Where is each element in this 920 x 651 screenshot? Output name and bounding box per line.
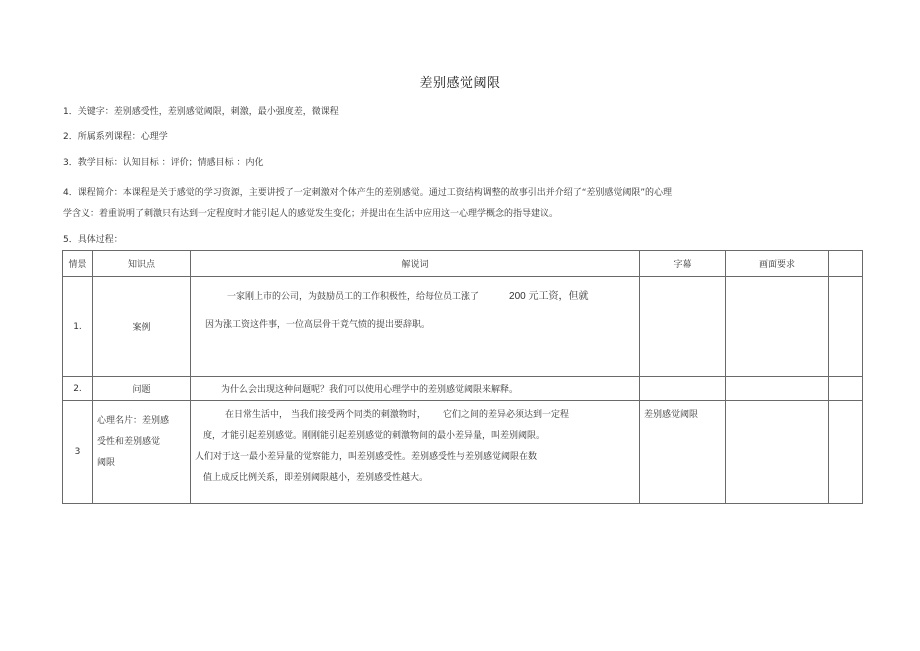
- row3-narration: [191, 401, 640, 504]
- row2-point: 问题: [93, 377, 191, 401]
- row3-point-line: 心理名片：差别感: [97, 416, 170, 426]
- process-table: [62, 250, 863, 504]
- row3-narration-line: 度，才能引起差别感觉。刚刚能引起差别感觉的刺激物间的最小差异量，叫差别阈限。: [203, 431, 546, 441]
- row3-narration-line: 人们对于这一最小差异量的觉察能力，叫差别感受性。差别感受性与差别感觉阈限在数: [195, 452, 538, 462]
- row3-extra: [829, 401, 863, 504]
- document-title: 差别感觉阈限: [419, 76, 501, 91]
- header-subtitle: 字幕: [640, 251, 726, 277]
- row1-point: 案例: [93, 277, 191, 377]
- table-row: [63, 277, 863, 377]
- row2-narration: 为什么会出现这种问题呢？我们可以使用心理学中的差别感觉阈限来解释。: [191, 377, 640, 401]
- row3-visual: [726, 401, 829, 504]
- row1-subtitle: [640, 277, 726, 377]
- goals-line: 3．教学目标：认知目标 ：评价；情感目标 ：内化: [63, 158, 264, 168]
- row2-visual: [726, 377, 829, 401]
- row1-visual: [726, 277, 829, 377]
- row3-narration-line: 在日常生活中， 当我们接受两个同类的刺激物时， 它们之间的差异必须达到一定程: [225, 410, 570, 420]
- process-heading: 5．具体过程：: [63, 235, 123, 245]
- series-line: 2．所属系列课程：心理学: [63, 132, 168, 142]
- header-scene: 情景: [63, 251, 93, 277]
- header-narration: 解说词: [191, 251, 640, 277]
- row2-scene: 2.: [63, 377, 93, 401]
- row1-narration-amount: 200 元工资，但就: [509, 291, 589, 302]
- row2-extra: [829, 377, 863, 401]
- row3-narration-line: 值上成反比例关系，即差别阈限越小，差别感受性越大。: [203, 473, 429, 483]
- keywords-line: 1．关键字：差别感受性，差别感觉阈限，刺激，最小强度差，微课程: [63, 107, 339, 117]
- row3-subtitle: 差别感觉阈限: [640, 401, 726, 504]
- intro-line-1: 4．课程简介：本课程是关于感觉的学习资源，主要讲授了一定刺激对个体产生的差别感觉。通过工资结构调整的故事引出并介绍了“差别感觉阈限”的心理: [63, 188, 673, 198]
- row1-narration: [191, 277, 640, 377]
- row3-point: [93, 401, 191, 504]
- header-knowledge-point: 知识点: [93, 251, 191, 277]
- row1-narration-a: 一家刚上市的公司，为鼓励员工的工作积极性，给每位员工涨了: [227, 292, 480, 302]
- table-header-row: [63, 251, 863, 277]
- header-extra: [829, 251, 863, 277]
- row3-scene: 3: [63, 401, 93, 504]
- table-row: [63, 377, 863, 401]
- row1-narration-b: 因为涨工资这件事，一位高层骨干竟气愤的提出要辞职。: [205, 320, 431, 330]
- row1-scene: 1.: [63, 277, 93, 377]
- table-row: [63, 401, 863, 504]
- intro-line-2: 学含义：着重说明了刺激只有达到一定程度时才能引起人的感觉发生变化；并提出在生活中应用这一心理学概念的指导建议。: [63, 209, 559, 219]
- header-visual-requirements: 画面要求: [726, 251, 829, 277]
- row3-point-line: 阈限: [97, 458, 116, 468]
- row1-extra: [829, 277, 863, 377]
- row2-subtitle: [640, 377, 726, 401]
- row3-point-line: 受性和差别感觉: [97, 437, 161, 447]
